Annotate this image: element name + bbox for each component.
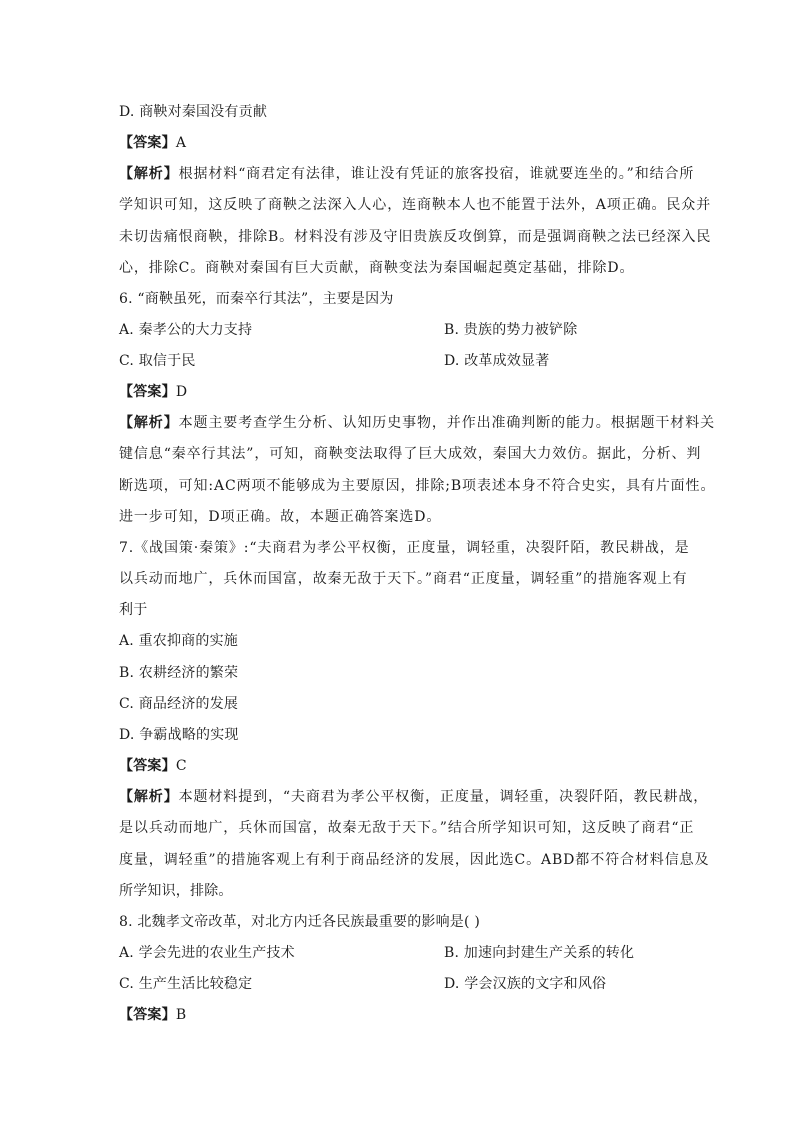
- q5-analysis-line-1: 【解析】根据材料“商君定有法律，谁让没有凭证的旅客投宿，谁就要连坐的。”和结合所: [119, 166, 695, 182]
- analysis-tag: 【解析】: [119, 415, 179, 431]
- q6-answer: [119, 382, 187, 402]
- q7-question-line-3: 利于: [119, 602, 148, 618]
- analysis-tag: 【解析】: [119, 166, 179, 182]
- q8-option-a: A. 学会先进的农业生产技术: [119, 945, 295, 961]
- analysis-tag: 【解析】: [119, 789, 179, 805]
- q6-option-a: A. 秦孝公的大力支持: [119, 322, 253, 338]
- q5-answer: [119, 133, 186, 153]
- q8-question: 8. 北魏孝文帝改革，对北方内迁各民族最重要的影响是( ): [119, 914, 480, 930]
- q8-option-c: C. 生产生活比较稳定: [119, 976, 253, 992]
- q8-option-b: B. 加速向封建生产关系的转化: [444, 945, 635, 961]
- q5-analysis-line-3: 未切齿痛恨商鞅，排除B。材料没有涉及守旧贵族反攻倒算，而是强调商鞅之法已经深入民: [119, 229, 712, 245]
- q7-analysis-line-1: 【解析】本题材料提到，“夫商君为孝公平权衡，正度量，调轻重，决裂阡陌，教民耕战，: [119, 789, 709, 805]
- q7-analysis-line-3: 度量，调轻重”的措施客观上有利于商品经济的发展，因此选C。ABD都不符合材料信息及: [119, 852, 710, 868]
- q7-analysis-line-2: 是以兵动而地广，兵休而国富，故秦无敌于天下。”结合所学知识可知，这反映了商君“正: [119, 820, 695, 836]
- q7-option-d: D. 争霸战略的实现: [119, 727, 239, 743]
- q6-option-b: B. 贵族的势力被铲除: [444, 322, 578, 338]
- q7-option-c: C. 商品经济的发展: [119, 696, 239, 712]
- q7-answer: [119, 756, 187, 776]
- q5-option-d: D. 商鞅对秦国没有贡献: [119, 104, 268, 120]
- q6-analysis-line-2: 键信息“秦卒行其法”，可知，商鞅变法取得了巨大成效，秦国大力效仿。据此，分析、判: [119, 446, 702, 462]
- answer-tag: 【答案】: [119, 1007, 176, 1023]
- q6-option-d: D. 改革成效显著: [444, 353, 550, 369]
- q7-question-line-1: 7.《战国策·秦策》:“夫商君为孝公平权衡，正度量，调轻重，决裂阡陌，教民耕战，是: [119, 540, 690, 556]
- q5-analysis-line-4: 心，排除C。商鞅对秦国有巨大贡献，商鞅变法为秦国崛起奠定基础，排除D。: [119, 260, 635, 276]
- answer-value: B: [175, 1007, 187, 1023]
- answer-value: D: [175, 384, 188, 400]
- q6-question: 6. “商鞅虽死，而秦卒行其法”，主要是因为: [119, 291, 394, 307]
- q6-analysis-line-1: 【解析】本题主要考查学生分析、认知历史事物，并作出准确判断的能力。根据题干材料关: [119, 415, 716, 431]
- answer-tag: 【答案】: [119, 135, 176, 151]
- answer-tag: 【答案】: [119, 758, 176, 774]
- q8-option-d: D. 学会汉族的文字和风俗: [444, 976, 607, 992]
- answer-value: C: [175, 758, 187, 774]
- q7-option-b: B. 农耕经济的繁荣: [119, 665, 239, 681]
- q7-analysis-line-4: 所学知识，排除。: [119, 883, 233, 899]
- q7-question-line-2: 以兵动而地广，兵休而国富，故秦无敌于天下。”商君“正度量，调轻重”的措施客观上有: [119, 571, 688, 587]
- q6-analysis-line-4: 进一步可知，D项正确。故，本题正确答案选D。: [119, 509, 442, 525]
- q6-analysis-line-3: 断选项，可知:AC两项不能够成为主要原因，排除;B项表述本身不符合史实，具有片面性。: [119, 478, 716, 494]
- q7-option-a: A. 重农抑商的实施: [119, 633, 239, 649]
- q8-answer: [119, 1005, 186, 1025]
- q6-option-c: C. 取信于民: [119, 353, 196, 369]
- answer-value: A: [175, 135, 187, 151]
- answer-tag: 【答案】: [119, 384, 176, 400]
- q5-analysis-line-2: 学知识可知，这反映了商鞅之法深入人心，连商鞅本人也不能置于法外，A项正确。民众并: [119, 197, 712, 213]
